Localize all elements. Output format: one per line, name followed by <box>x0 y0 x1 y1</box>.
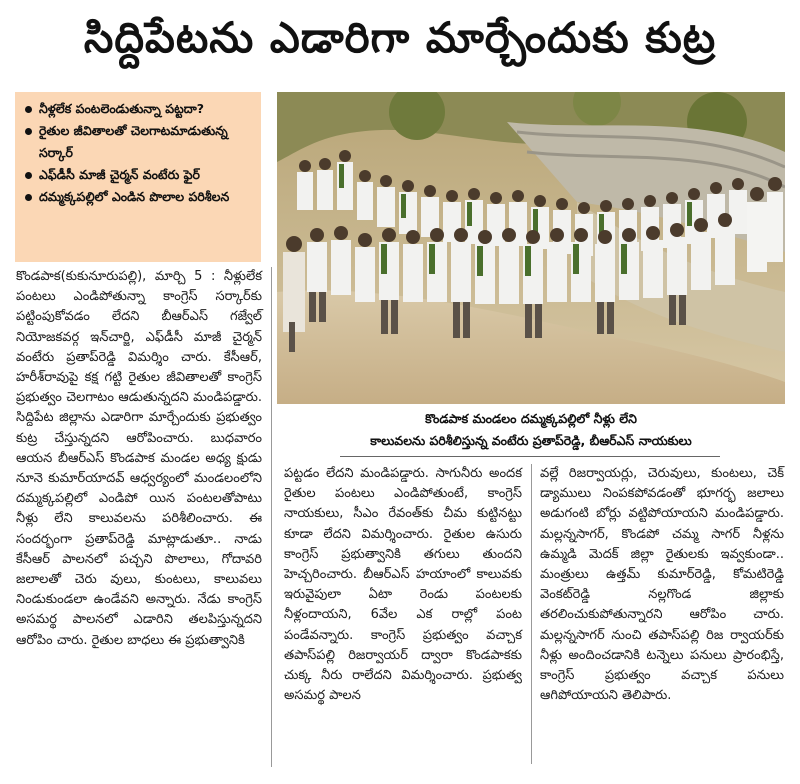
highlight-item: ఎఫ్‌డీసీ మాజీ చైర్మన్ వంటేరు ఫైర్ <box>23 164 253 186</box>
caption-line-2: కాలువలను పరిశీలిస్తున్న వంటేరు ప్రతాప్‌రెడ్డి, బీఆర్ఎస్ నాయకులు <box>370 433 692 448</box>
photo-caption <box>277 408 785 454</box>
highlight-item: దమ్మక్కపల్లిలో ఎండిన పొలాల పరిశీలన <box>23 186 253 208</box>
column-divider <box>531 464 532 764</box>
column-3-text: వల్లే రిజర్వాయర్లు, చెరువులు, కుంటలు, చెక్ డ్యాములు నింపకపోవడంతో భూగర్భ జలాలు అడుగంటి బోర్లు వట్టిపోయాయని మండిపడ్డారు. మల్లన్నసాగర్, కొండపో చమ్మ సాగర్ నీళ్లను ఉమ్మడి మెదక్ జిల్లా రైతులకు ఇవ్వకుండా.. మంత్రులు ఉత్తమ్ కుమార్‌రెడ్డి, కోమటిరెడ్డి వెంకట్‌రెడ్డి నల్లగొండ జిల్లాకు తరలించుకుపోతున్నారని ఆరోపిం చారు. మల్లన్నసాగర్ నుంచి తపాస్‌పల్లి రిజ ర్వాయర్‌కు నీళ్లు అందించడానికి టన్నెలు పనులు ప్రారంభిస్తే, కాంగ్రెస్ ప్రభుత్వం వచ్చాక పనులు ఆగిపోయాయని తెలిపారు. <box>540 466 784 704</box>
article-column-3 <box>540 464 784 764</box>
highlight-item: రైతుల జీవితాలతో చెలగాటమాడుతున్న సర్కార్ <box>23 120 253 164</box>
article-column-2 <box>284 464 522 764</box>
headline: సిద్దిపేటను ఎడారిగా మార్చేందుకు కుట్ర <box>83 13 717 62</box>
caption-line-1: కొండపాక మండలం దమ్మక్కపల్లిలో నీళ్లు లేని <box>425 411 637 426</box>
news-photo <box>277 92 785 404</box>
column-2-text: పట్టడం లేదని మండిపడ్డారు. సాగునీరు అందక రైతుల పంటలు ఎండిపోతుంటే, కాంగ్రెస్ నాయకులు, సీఎం రేవంత్‌కు చీమ కుట్టినట్టు కూడా లేదని విమర్శించారు. రైతుల ఉసురు కాంగ్రెస్ ప్రభుత్వానికి తగులు తుందని హెచ్చరించారు. బీఆర్ఎస్ హయాంలో కాలువకు ఇరువైపులా ఏటా రెండు పంటలకు నీళ్లందాయని, 6వేల ఎక రాల్లో పంట పండేవన్నారు. కాంగ్రెస్ ప్రభుత్వం వచ్చాక తపాస్‌పల్లి రిజర్వాయర్ ద్వారా కొండపాకకు చుక్క నీరు రాలేదని విమర్శించారు. ప్రభుత్వ అసమర్థ పాలన <box>284 466 522 704</box>
news-photo-illustration <box>277 92 785 404</box>
article-column-1 <box>16 267 262 767</box>
highlights-box <box>15 92 261 262</box>
column-divider <box>271 267 272 767</box>
highlight-item: నీళ్లలేక పంటలెండుతున్నా పట్టదా? <box>23 98 253 120</box>
caption-divider <box>340 456 720 457</box>
column-1-text: కొండపాక(కుకునూరుపల్లి), మార్చి 5 : నీళ్లులేక పంటలు ఎండిపోతున్నా కాంగ్రెస్ సర్కార్‌కు పట్టింపుకోవడం లేదని బీఆర్ఎస్ గజ్వేల్ నియోజకవర్గ ఇన్‌చార్జి, ఎఫ్‌డీసీ మాజీ చైర్మన్ వంటేరు ప్రతాప్‌రెడ్డి విమర్శిం చారు. కేసీఆర్, హరీశ్‌రావుపై కక్ష గట్టి రైతుల జీవితాలతో కాంగ్రెస్ ప్రభుత్వం చెలగాటం ఆడుతున్నదని మండిపడ్డారు. సిద్దిపేట జిల్లాను ఎడారిగా మార్చేందుకు ప్రభుత్వం కుట్ర చేస్తున్నదని ఆరోపించారు. బుధవారం ఆయన బీఆర్ఎస్ కొండపాక మండల అధ్య క్షుడు నూనె కుమార్‌యాదవ్ ఆధ్వర్యంలో మండలంలోని దమ్మక్కపల్లిలో ఎండిపో యిన పంటలతోపాటు నీళ్లు లేని కాలువలను పరిశీలించారు. ఈ సందర్భంగా ప్రతాప్‌రెడ్డి మాట్లాడుతూ.. నాడు కేసీఆర్ పాలనలో పచ్చని పొలాలు, గోదావరి జలాలతో చెరు వులు, కుంటలు, కాలువలు నిండుకుండలా ఉండేవని అన్నారు. నేడు కాంగ్రెస్ అసమర్థ పాలనలో ఎడారిని తలపిస్తున్నదని ఆరోపిం చారు. రైతుల బాధలు ఈ ప్రభుత్వానికి <box>16 269 262 648</box>
